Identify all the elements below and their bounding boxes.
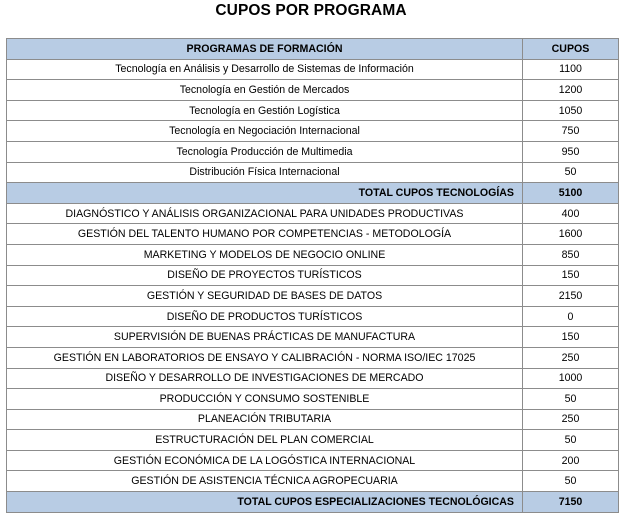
table-row bbox=[7, 368, 619, 389]
cupos-cell: 850 bbox=[523, 244, 619, 265]
table-row bbox=[7, 389, 619, 410]
cupos-cell: 50 bbox=[523, 471, 619, 492]
total-tecnologias-label: TOTAL CUPOS TECNOLOGÍAS bbox=[7, 183, 523, 204]
program-cell: DISEÑO DE PROYECTOS TURÍSTICOS bbox=[7, 265, 523, 286]
program-cell: GESTIÓN ECONÓMICA DE LA LOGÓSTICA INTERNACIONAL bbox=[7, 450, 523, 471]
total-tecnologias-value: 5100 bbox=[523, 183, 619, 204]
program-cell: Tecnología en Análisis y Desarrollo de Sistemas de Información bbox=[7, 59, 523, 80]
total-especializaciones-row bbox=[7, 492, 619, 513]
cupos-cell: 0 bbox=[523, 306, 619, 327]
cupos-cell: 1100 bbox=[523, 59, 619, 80]
cupos-cell: 750 bbox=[523, 121, 619, 142]
total-tecnologias-row bbox=[7, 183, 619, 204]
table-row bbox=[7, 121, 619, 142]
header-row bbox=[7, 39, 619, 60]
program-cell: Distribución Física Internacional bbox=[7, 162, 523, 183]
program-cell: DISEÑO Y DESARROLLO DE INVESTIGACIONES DE MERCADO bbox=[7, 368, 523, 389]
program-cell: Tecnología en Gestión de Mercados bbox=[7, 80, 523, 101]
program-cell: PLANEACIÓN TRIBUTARIA bbox=[7, 409, 523, 430]
cupos-cell: 1600 bbox=[523, 224, 619, 245]
table-row bbox=[7, 141, 619, 162]
cupos-cell: 1200 bbox=[523, 80, 619, 101]
program-cell: DIAGNÓSTICO Y ANÁLISIS ORGANIZACIONAL PARA UNIDADES PRODUCTIVAS bbox=[7, 203, 523, 224]
cupos-cell: 400 bbox=[523, 203, 619, 224]
cupos-cell: 200 bbox=[523, 450, 619, 471]
program-cell: PRODUCCIÓN Y CONSUMO SOSTENIBLE bbox=[7, 389, 523, 410]
program-cell: Tecnología Producción de Multimedia bbox=[7, 141, 523, 162]
cupos-cell: 50 bbox=[523, 430, 619, 451]
table-body bbox=[7, 59, 619, 512]
table-row bbox=[7, 265, 619, 286]
program-cell: DISEÑO DE PRODUCTOS TURÍSTICOS bbox=[7, 306, 523, 327]
table-header bbox=[7, 39, 619, 60]
table-row bbox=[7, 244, 619, 265]
table-row bbox=[7, 430, 619, 451]
program-column-header: PROGRAMAS DE FORMACIÓN bbox=[7, 39, 523, 60]
cupos-table bbox=[6, 38, 619, 513]
table-row bbox=[7, 409, 619, 430]
table-row bbox=[7, 59, 619, 80]
cupos-cell: 250 bbox=[523, 409, 619, 430]
table-row bbox=[7, 347, 619, 368]
program-cell: GESTIÓN EN LABORATORIOS DE ENSAYO Y CALIBRACIÓN - NORMA ISO/IEC 17025 bbox=[7, 347, 523, 368]
table-row bbox=[7, 80, 619, 101]
program-cell: MARKETING Y MODELOS DE NEGOCIO ONLINE bbox=[7, 244, 523, 265]
cupos-cell: 1000 bbox=[523, 368, 619, 389]
program-cell: Tecnología en Gestión Logística bbox=[7, 100, 523, 121]
program-cell: SUPERVISIÓN DE BUENAS PRÁCTICAS DE MANUFACTURA bbox=[7, 327, 523, 348]
table-row bbox=[7, 450, 619, 471]
program-cell: GESTIÓN DE ASISTENCIA TÉCNICA AGROPECUARIA bbox=[7, 471, 523, 492]
cupos-cell: 1050 bbox=[523, 100, 619, 121]
table-row bbox=[7, 224, 619, 245]
table-row bbox=[7, 471, 619, 492]
program-cell: GESTIÓN DEL TALENTO HUMANO POR COMPETENCIAS - METODOLOGÍA bbox=[7, 224, 523, 245]
table-row bbox=[7, 286, 619, 307]
table-row bbox=[7, 203, 619, 224]
cupos-cell: 150 bbox=[523, 265, 619, 286]
cupos-cell: 50 bbox=[523, 162, 619, 183]
table-row bbox=[7, 100, 619, 121]
cupos-cell: 50 bbox=[523, 389, 619, 410]
cupos-cell: 2150 bbox=[523, 286, 619, 307]
page-title: CUPOS POR PROGRAMA bbox=[215, 2, 407, 19]
cupos-column-header: CUPOS bbox=[523, 39, 619, 60]
cupos-cell: 150 bbox=[523, 327, 619, 348]
cupos-cell: 250 bbox=[523, 347, 619, 368]
table-row bbox=[7, 327, 619, 348]
program-cell: ESTRUCTURACIÓN DEL PLAN COMERCIAL bbox=[7, 430, 523, 451]
table-row bbox=[7, 162, 619, 183]
table-row bbox=[7, 306, 619, 327]
total-especializaciones-label: TOTAL CUPOS ESPECIALIZACIONES TECNOLÓGICAS bbox=[7, 492, 523, 513]
total-especializaciones-value: 7150 bbox=[523, 492, 619, 513]
program-cell: Tecnología en Negociación Internacional bbox=[7, 121, 523, 142]
program-cell: GESTIÓN Y SEGURIDAD DE BASES DE DATOS bbox=[7, 286, 523, 307]
cupos-cell: 950 bbox=[523, 141, 619, 162]
